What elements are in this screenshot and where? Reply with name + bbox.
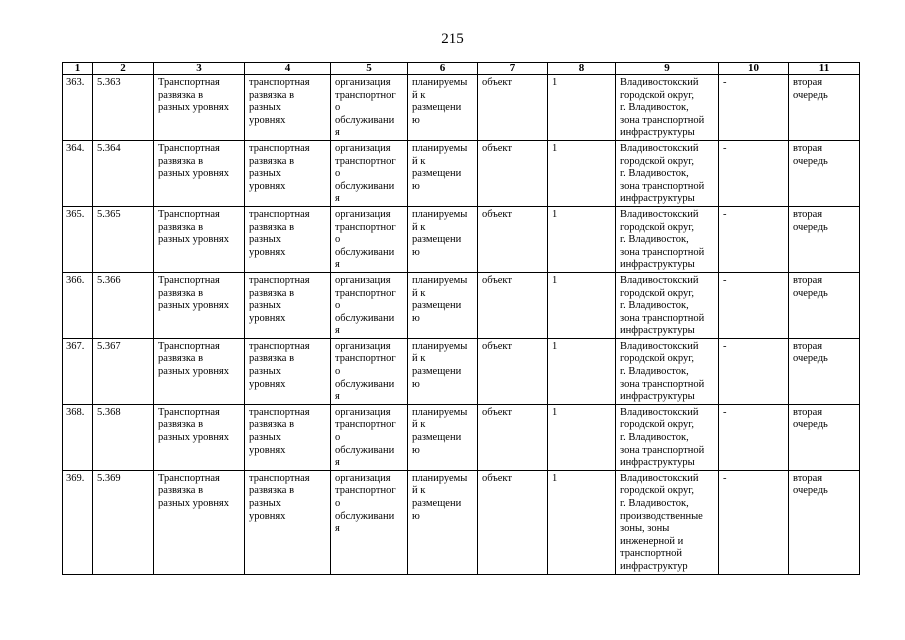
cell-type: транспортная развязка в разных уровнях	[245, 140, 331, 206]
cell-kind: объект	[478, 404, 548, 470]
table-row	[63, 75, 860, 141]
cell-type: транспортная развязка в разных уровнях	[245, 206, 331, 272]
header-cell: 9	[616, 63, 719, 75]
cell-code: 5.363	[93, 75, 154, 141]
header-cell: 8	[548, 63, 616, 75]
cell-kind: объект	[478, 470, 548, 574]
cell-location: Владивостокский городской округ, г. Владивосток, зона транспортной инфраструктуры	[616, 404, 719, 470]
cell-queue: вторая очередь	[789, 272, 860, 338]
cell-zone: -	[719, 272, 789, 338]
cell-count: 1	[548, 206, 616, 272]
cell-code: 5.369	[93, 470, 154, 574]
cell-kind: объект	[478, 272, 548, 338]
cell-code: 5.364	[93, 140, 154, 206]
cell-purpose: организация транспортног о обслуживани я	[331, 140, 408, 206]
cell-name: Транспортная развязка в разных уровнях	[154, 272, 245, 338]
cell-kind: объект	[478, 206, 548, 272]
cell-count: 1	[548, 404, 616, 470]
cell-count: 1	[548, 272, 616, 338]
cell-name: Транспортная развязка в разных уровнях	[154, 404, 245, 470]
cell-num: 364.	[63, 140, 93, 206]
header-cell: 7	[478, 63, 548, 75]
header-cell: 11	[789, 63, 860, 75]
cell-status: планируемы й к размещени ю	[408, 470, 478, 574]
cell-count: 1	[548, 338, 616, 404]
header-cell: 2	[93, 63, 154, 75]
cell-purpose: организация транспортног о обслуживани я	[331, 470, 408, 574]
cell-type: транспортная развязка в разных уровнях	[245, 272, 331, 338]
header-cell: 5	[331, 63, 408, 75]
cell-queue: вторая очередь	[789, 338, 860, 404]
cell-location: Владивостокский городской округ, г. Владивосток, производственные зоны, зоны инженерной и транспортной инфраструктур	[616, 470, 719, 574]
cell-code: 5.368	[93, 404, 154, 470]
table-row	[63, 470, 860, 574]
cell-type: транспортная развязка в разных уровнях	[245, 75, 331, 141]
table-row	[63, 404, 860, 470]
cell-zone: -	[719, 470, 789, 574]
cell-count: 1	[548, 140, 616, 206]
cell-queue: вторая очередь	[789, 206, 860, 272]
cell-purpose: организация транспортног о обслуживани я	[331, 338, 408, 404]
page-number: 215	[441, 31, 464, 47]
cell-zone: -	[719, 338, 789, 404]
cell-num: 369.	[63, 470, 93, 574]
header-cell: 3	[154, 63, 245, 75]
cell-code: 5.365	[93, 206, 154, 272]
cell-code: 5.366	[93, 272, 154, 338]
cell-location: Владивостокский городской округ, г. Владивосток, зона транспортной инфраструктуры	[616, 272, 719, 338]
cell-code: 5.367	[93, 338, 154, 404]
header-cell: 4	[245, 63, 331, 75]
cell-name: Транспортная развязка в разных уровнях	[154, 470, 245, 574]
cell-type: транспортная развязка в разных уровнях	[245, 338, 331, 404]
cell-name: Транспортная развязка в разных уровнях	[154, 75, 245, 141]
cell-queue: вторая очередь	[789, 140, 860, 206]
cell-kind: объект	[478, 140, 548, 206]
cell-status: планируемы й к размещени ю	[408, 338, 478, 404]
table-row	[63, 272, 860, 338]
cell-status: планируемы й к размещени ю	[408, 404, 478, 470]
cell-queue: вторая очередь	[789, 404, 860, 470]
cell-purpose: организация транспортног о обслуживани я	[331, 404, 408, 470]
cell-location: Владивостокский городской округ, г. Владивосток, зона транспортной инфраструктуры	[616, 338, 719, 404]
cell-purpose: организация транспортног о обслуживани я	[331, 206, 408, 272]
cell-type: транспортная развязка в разных уровнях	[245, 404, 331, 470]
cell-status: планируемы й к размещени ю	[408, 206, 478, 272]
cell-location: Владивостокский городской округ, г. Владивосток, зона транспортной инфраструктуры	[616, 75, 719, 141]
cell-num: 363.	[63, 75, 93, 141]
table-row	[63, 206, 860, 272]
cell-purpose: организация транспортног о обслуживани я	[331, 272, 408, 338]
cell-location: Владивостокский городской округ, г. Владивосток, зона транспортной инфраструктуры	[616, 206, 719, 272]
cell-name: Транспортная развязка в разных уровнях	[154, 140, 245, 206]
cell-num: 368.	[63, 404, 93, 470]
cell-zone: -	[719, 206, 789, 272]
cell-num: 367.	[63, 338, 93, 404]
header-cell: 10	[719, 63, 789, 75]
cell-status: планируемы й к размещени ю	[408, 272, 478, 338]
cell-queue: вторая очередь	[789, 75, 860, 141]
table-header-row	[63, 63, 860, 75]
cell-kind: объект	[478, 75, 548, 141]
cell-name: Транспортная развязка в разных уровнях	[154, 206, 245, 272]
header-cell: 6	[408, 63, 478, 75]
cell-zone: -	[719, 404, 789, 470]
cell-status: планируемы й к размещени ю	[408, 140, 478, 206]
header-cell: 1	[63, 63, 93, 75]
cell-queue: вторая очередь	[789, 470, 860, 574]
table-row	[63, 338, 860, 404]
cell-location: Владивостокский городской округ, г. Владивосток, зона транспортной инфраструктуры	[616, 140, 719, 206]
cell-status: планируемы й к размещени ю	[408, 75, 478, 141]
cell-purpose: организация транспортног о обслуживани я	[331, 75, 408, 141]
cell-kind: объект	[478, 338, 548, 404]
cell-zone: -	[719, 75, 789, 141]
cell-num: 366.	[63, 272, 93, 338]
cell-type: транспортная развязка в разных уровнях	[245, 470, 331, 574]
objects-table	[62, 62, 860, 575]
cell-count: 1	[548, 75, 616, 141]
cell-zone: -	[719, 140, 789, 206]
cell-name: Транспортная развязка в разных уровнях	[154, 338, 245, 404]
cell-num: 365.	[63, 206, 93, 272]
cell-count: 1	[548, 470, 616, 574]
table-row	[63, 140, 860, 206]
